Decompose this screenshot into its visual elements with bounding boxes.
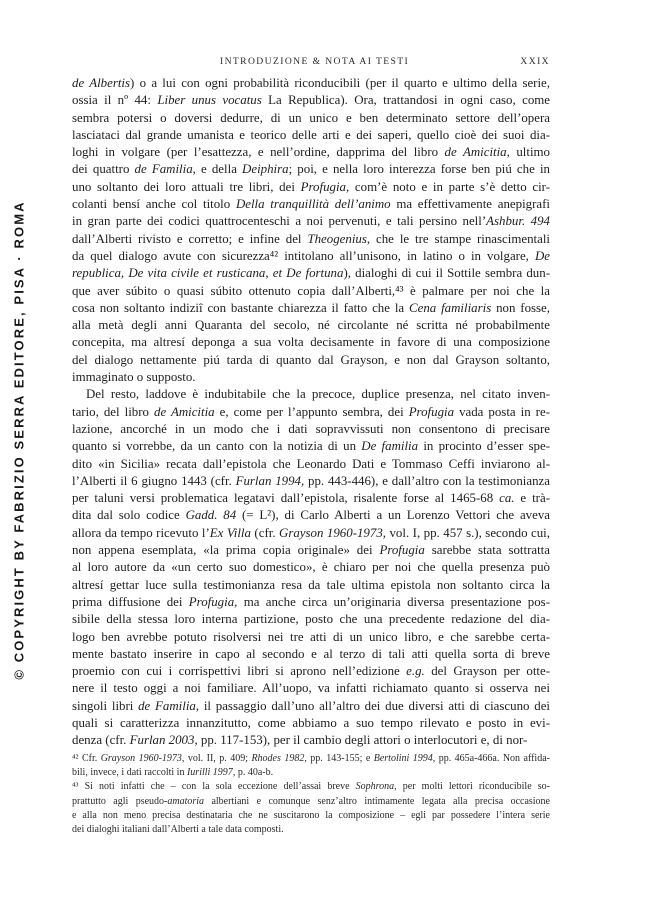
text-segment: , pp. 143-155; e — [304, 753, 374, 764]
text-segment: (cfr. — [250, 525, 280, 540]
text-line — [72, 542, 550, 559]
text-segment: , pp. 117-153), per il cambio degli attori o interlocutori e, di nor- — [194, 733, 528, 748]
text-segment: non fosse, — [491, 300, 551, 315]
text-segment: vada posta in re- — [454, 404, 550, 419]
text-segment: La Republica). Ora, trattandosi in ogni caso, come — [261, 93, 551, 108]
italic-segment: de Familia — [138, 698, 196, 713]
italic-segment: Profugia — [188, 594, 235, 609]
text-segment: dei dialoghi italiani dall’Alberti a tale data composti. — [72, 823, 284, 835]
text-segment: e, come per l’appunto sembra, dei — [214, 404, 409, 419]
text-line — [72, 663, 550, 680]
text-segment: proemio con cui i corrispettivi libri si aprono nell’edizione — [72, 664, 407, 679]
text-line — [72, 213, 550, 230]
text-line — [72, 179, 550, 196]
italic-segment: Ex Villa — [209, 525, 251, 540]
text-segment: bili, invece, i dati raccolti in — [72, 767, 187, 779]
text-segment: , che le tre stampe rinascimentali — [366, 231, 551, 246]
text-line — [72, 110, 550, 127]
text-line — [72, 780, 550, 794]
text-segment: , ma anche circa un’originaria diversa presentazione pos- — [234, 594, 550, 609]
text-line — [72, 317, 550, 334]
text-line — [72, 92, 550, 109]
text-line — [72, 507, 550, 524]
italic-segment: republica, De vita civile et rusticana, et De fortuna — [72, 266, 344, 281]
text-segment: , com’è noto e in parte s’è detto cir- — [346, 179, 550, 194]
text-segment: dito «in Sicilia» recata dall’epistola che Leonardo Dati e Tommaso Ceffi inviarono al- — [72, 456, 550, 471]
italic-segment: Rhodes 1982 — [251, 753, 305, 764]
text-segment: per taluni versi problematica legatavi dall’epistola, risalente forse al 1465-68 — [72, 491, 500, 506]
italic-segment: Furlan 2003 — [129, 733, 195, 748]
text-segment: Del resto, laddove è indubitabile che la precoce, duplice presenza, nel citato inven- — [86, 387, 550, 402]
italic-segment: de Albertis — [72, 76, 131, 90]
text-segment: ) o a lui con ogni probabilità riconducibili (per il quarto e ultimo della serie, — [130, 76, 550, 90]
text-line — [72, 265, 550, 282]
italic-segment: Sophrona — [355, 781, 395, 793]
text-line — [72, 231, 550, 248]
text-segment: e alla non meno precisa destinataria che ne suscitarono la composizione – egli par possedere l’intera serie — [72, 809, 550, 821]
text-segment: alla metà degli anni Quaranta del secolo, né circolante né scritta né probabilmente — [72, 318, 550, 333]
paragraph — [72, 386, 550, 749]
text-line — [72, 248, 550, 265]
italic-segment: Cena familiaris — [409, 300, 492, 315]
text-segment: del dialogo nettamente piú tarda di quanto dal Grayson, e non dal Grayson soltanto, — [72, 352, 550, 367]
text-segment: tario, del libro — [72, 404, 154, 419]
text-line — [72, 715, 550, 732]
text-segment: altresí gettar luce sulla testimonianza resa da tale ultima epistola non soltanto circa la — [72, 577, 550, 592]
text-segment: , il passaggio dall’uno all’altro dei due diversi atti di ciascuno dei — [195, 698, 550, 713]
text-segment: colanti bensí anche col titolo — [72, 197, 236, 212]
italic-segment: Theogenius — [307, 231, 367, 246]
text-segment: ; poi, e nella loro interezza forse ben piú che in — [288, 162, 550, 177]
text-segment: lazione, ancorché in un modo che i dati sopravvissuti non consentono di precisare — [72, 421, 550, 436]
text-segment: nere il testo oggi a noi familiare. All’uopo, va infatti richiamato quanto si osserva nei — [72, 681, 550, 696]
text-line — [72, 490, 550, 507]
footnote — [72, 780, 550, 837]
text-segment: prattutto agli pseudo- — [72, 795, 168, 807]
italic-segment: Furlan 1994 — [235, 473, 301, 488]
text-segment: quali si caratterizza innanzitutto, come abbiamo a suo tempo rilevato e posto in evi- — [72, 715, 550, 730]
text-segment: , p. 40a-b. — [232, 767, 274, 779]
italic-segment: Bertolini 1994 — [373, 753, 433, 764]
text-segment: lasciataci dal grande umanista e teorico delle arti e dei saperi, quello cioè dei suoi dia- — [72, 127, 550, 142]
text-line — [72, 75, 550, 92]
italic-segment: de Amicitia — [444, 145, 507, 160]
italic-segment: amatoria — [167, 795, 205, 807]
italic-segment: De — [534, 248, 550, 263]
text-segment: del Grayson per otte- — [424, 664, 550, 679]
footnotes — [72, 752, 550, 837]
text-segment: cosa non soltanto indiziî con bastante chiarezza il fatto che la — [72, 300, 409, 315]
text-line — [72, 594, 550, 611]
text-segment: da quel dialogo avute con sicurezza⁴² intitolano all’unisono, in latino o in volgare, — [72, 248, 535, 263]
text-line — [72, 144, 550, 161]
text-line — [72, 421, 550, 438]
text-segment: logo ben avrebbe potuto risolversi nei tre atti di un unico libro, e che sarebbe certa- — [72, 629, 550, 644]
text-segment: allora da tempo ricevuto l’ — [72, 525, 210, 540]
text-segment: , vol. II, p. 409; — [181, 753, 252, 764]
text-segment: immaginato o supposto. — [72, 370, 196, 385]
text-segment: dall’Alberti rivisto e corretto; e infine del — [72, 231, 308, 246]
text-segment: denza (cfr. — [72, 733, 130, 748]
text-segment: loghi in volgare (per l’esattezza, e nell’ordine, dapprima del libro — [72, 145, 445, 160]
text-segment: dita dal solo codice — [72, 508, 186, 523]
text-segment: singoli libri — [72, 698, 139, 713]
copyright-notice: © COPYRIGHT BY FABRIZIO SERRA EDITORE, PISA · ROMA — [11, 200, 27, 680]
text-line — [72, 300, 550, 317]
italic-segment: Profugia — [408, 404, 455, 419]
text-segment: sarebbe stata sottratta — [424, 543, 550, 558]
running-head-title: INTRODUZIONE & NOTA AI TESTI — [220, 56, 410, 67]
text-segment: prima diffusione dei — [72, 594, 189, 609]
footnote — [72, 752, 550, 780]
text-line — [72, 456, 550, 473]
italic-segment: e.g. — [406, 664, 425, 679]
text-segment: , pp. 465a-466a. Non affida- — [432, 753, 550, 764]
text-line — [72, 352, 550, 369]
text-line — [72, 795, 550, 809]
italic-segment: Iurilli 1997 — [186, 767, 233, 779]
text-segment: , e della — [192, 162, 243, 177]
italic-segment: Della tranquillità dell’animo — [235, 197, 391, 212]
text-segment: , pp. 443-446), e dall’altro con la testimonianza — [301, 473, 550, 488]
text-line — [72, 823, 550, 837]
text-line — [72, 161, 550, 178]
text-segment: l’Alberti il 6 giugno 1443 (cfr. — [72, 473, 236, 488]
text-line — [72, 196, 550, 213]
text-segment: mente bastato inserire in capo al secondo e al terzo di tali atti quella sorta di breve — [72, 646, 550, 661]
text-segment: uno soltanto dei loro attuali tre libri, dei — [72, 179, 301, 194]
italic-segment: De familia — [361, 439, 419, 454]
italic-segment: Deiphira — [242, 162, 289, 177]
text-line — [72, 752, 550, 766]
italic-segment: ca. — [499, 491, 515, 506]
text-segment: concepita, ma altresí deponga a sua volta decisamente in favore di una composizione — [72, 335, 550, 350]
italic-segment: Profugia — [379, 543, 425, 558]
italic-segment: Ashbur. 494 — [486, 214, 550, 229]
italic-segment: de Familia — [134, 162, 193, 177]
text-segment: que aver súbito o quasi súbito ottenuto copia dall’Alberti,⁴³ è palmare per noi che la — [72, 283, 550, 298]
text-line — [72, 369, 550, 386]
text-segment: ), dialoghi di cui il Sottile sembra dun- — [343, 266, 550, 281]
text-line — [72, 680, 550, 697]
text-line — [72, 629, 550, 646]
text-segment: in gran parte dei codici quattrocenteschi a noi pervenuti, e tali persino nell’ — [72, 214, 487, 229]
text-line — [72, 473, 550, 490]
text-segment: ma effettivamente anepigrafi — [390, 197, 550, 212]
text-segment: al loro autore da «un certo suo domestico», è chiaro per noi che quella presenza può — [72, 560, 550, 575]
text-line — [72, 766, 550, 780]
text-line — [72, 809, 550, 823]
italic-segment: Gadd. 84 — [185, 508, 237, 523]
text-segment: ⁴² Cfr. — [72, 753, 101, 764]
text-segment: albertiani e comunque senz’altro intimamente legata alla precisa occasione — [204, 795, 550, 807]
text-segment: e trà- — [514, 491, 550, 506]
text-segment: , vol. I, pp. 457 s.), secondo cui, — [382, 525, 550, 540]
text-segment: dei quattro — [72, 162, 135, 177]
italic-segment: de Amicitia — [154, 404, 215, 419]
text-line — [72, 525, 550, 542]
text-line — [72, 386, 550, 403]
text-segment: ⁴³ Si noti infatti che – con la sola eccezione dell’assai breve — [72, 781, 356, 793]
text-line — [72, 334, 550, 351]
text-line — [72, 283, 550, 300]
italic-segment: Liber unus vocatus — [157, 93, 262, 108]
text-segment: in procinto d’esser spe- — [418, 439, 551, 454]
italic-segment: Profugia — [300, 179, 346, 194]
text-segment: non appena esemplata, «la prima copia originale» dei — [72, 543, 380, 558]
text-line — [72, 127, 550, 144]
text-line — [72, 611, 550, 628]
italic-segment: Grayson 1960-1973 — [100, 753, 182, 764]
text-segment: quanto si vorrebbe, da un canto con la notizia di un — [72, 439, 362, 454]
italic-segment: Grayson 1960-1973 — [279, 525, 383, 540]
text-segment: sembra potersi o doversi dedurre, di un unico e ben determinato settore dell’opera — [72, 110, 550, 125]
text-line — [72, 646, 550, 663]
text-line — [72, 698, 550, 715]
page-number: XXIX — [520, 56, 550, 67]
text-line — [72, 438, 550, 455]
paragraph — [72, 75, 550, 386]
text-line — [72, 404, 550, 421]
text-line — [72, 559, 550, 576]
text-segment: , ultimo — [506, 145, 550, 160]
running-head — [72, 56, 550, 70]
text-segment: , per molti lettori riconducibile so- — [394, 781, 550, 793]
text-segment: ossia il nº 44: — [72, 93, 158, 108]
text-line — [72, 732, 550, 749]
text-segment: sibile della stessa loro interna partizione, posto che una precedente redazione del dia- — [72, 612, 550, 627]
main-text — [72, 75, 550, 750]
text-line — [72, 577, 550, 594]
text-segment: (= L²), di Carlo Alberti a un Lorenzo Vettori che aveva — [236, 508, 551, 523]
